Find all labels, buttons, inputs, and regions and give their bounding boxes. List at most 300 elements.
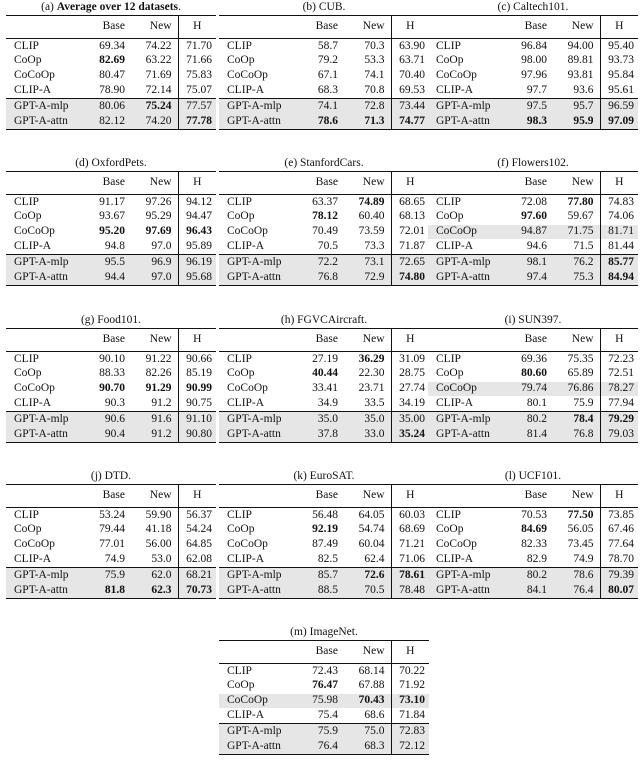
table-row xyxy=(6,396,216,411)
h-cell: 80.07 xyxy=(600,583,638,598)
header-method xyxy=(219,485,297,508)
table-row xyxy=(6,382,216,397)
h-cell: 28.75 xyxy=(391,367,429,382)
new-cell: 65.89 xyxy=(567,367,594,380)
method-cell: CoOp xyxy=(227,523,255,536)
table-caption: (m) ImageNet. xyxy=(290,626,358,638)
table-caption: (e) StanfordCars. xyxy=(284,157,364,169)
table-row xyxy=(428,270,638,285)
table-caption: (g) Food101. xyxy=(80,314,142,326)
new-cell: 23.71 xyxy=(358,382,385,395)
new-cell: 41.18 xyxy=(145,523,172,536)
table-caption: (h) FGVCAircraft. xyxy=(280,314,368,326)
h-cell: 72.65 xyxy=(391,255,429,270)
base-cell: 90.6 xyxy=(84,412,131,427)
new-cell: 91.2 xyxy=(131,427,178,442)
new-cell: 74.89 xyxy=(358,195,385,208)
table-caption: (l) UCF101. xyxy=(504,470,562,482)
header-row xyxy=(428,16,638,39)
new-cell: 78.4 xyxy=(553,412,600,427)
table-row xyxy=(6,523,216,538)
h-cell: 72.23 xyxy=(600,352,638,367)
method-cell: GPT-A-mlp xyxy=(219,255,297,270)
new-cell: 97.0 xyxy=(151,240,172,253)
h-cell: 91.10 xyxy=(178,412,216,427)
table-caption: (b) CUB. xyxy=(302,1,346,13)
new-cell: 75.35 xyxy=(567,352,594,365)
h-cell: 74.83 xyxy=(600,195,638,210)
h-cell: 75.07 xyxy=(178,83,216,98)
new-cell: 59.67 xyxy=(567,210,594,223)
base-cell: 33.41 xyxy=(312,382,338,395)
base-cell: 70.53 xyxy=(521,508,547,521)
header-method xyxy=(219,329,297,352)
h-cell: 77.64 xyxy=(600,538,638,553)
h-cell: 77.57 xyxy=(178,99,216,114)
base-cell: 82.5 xyxy=(317,553,338,566)
method-cell: CoCoOp xyxy=(227,225,268,238)
h-cell: 35.24 xyxy=(391,427,429,442)
h-cell: 71.84 xyxy=(391,708,429,723)
header-new: New xyxy=(553,329,600,352)
method-cell: CLIP xyxy=(14,195,39,208)
table-caption: (f) Flowers102. xyxy=(497,157,569,169)
table-caption: (c) Caltech101. xyxy=(497,1,569,13)
method-cell: CoCoOp xyxy=(436,69,477,82)
table-row xyxy=(219,54,429,69)
method-cell: GPT-A-attn xyxy=(219,270,297,285)
base-cell: 90.10 xyxy=(99,352,125,365)
header-h: H xyxy=(391,172,429,195)
base-cell: 80.06 xyxy=(84,99,131,114)
h-cell: 60.03 xyxy=(391,508,429,523)
table-row xyxy=(428,225,638,240)
header-base: Base xyxy=(297,16,344,39)
header-new: New xyxy=(344,172,391,195)
method-cell: CoCoOp xyxy=(14,69,55,82)
base-cell: 88.5 xyxy=(297,583,344,598)
new-cell: 76.86 xyxy=(553,382,600,397)
h-cell: 72.01 xyxy=(391,225,429,240)
h-cell: 68.21 xyxy=(178,568,216,583)
method-cell: CLIP xyxy=(436,195,461,208)
table-row xyxy=(6,39,216,54)
h-cell: 27.74 xyxy=(391,382,429,397)
table-row xyxy=(6,255,216,270)
method-cell: CLIP-A xyxy=(14,397,52,410)
h-cell: 79.03 xyxy=(600,427,638,442)
base-cell: 67.1 xyxy=(317,69,338,82)
header-row xyxy=(6,329,216,352)
new-cell: 36.29 xyxy=(358,352,385,365)
new-cell: 91.29 xyxy=(145,382,172,395)
base-cell: 85.7 xyxy=(297,568,344,583)
results-table xyxy=(219,171,429,286)
header-base: Base xyxy=(297,329,344,352)
method-cell: GPT-A-attn xyxy=(428,427,506,442)
new-cell: 75.0 xyxy=(344,724,391,739)
header-row xyxy=(6,485,216,508)
header-row xyxy=(219,485,429,508)
method-cell: CLIP-A xyxy=(436,553,474,566)
h-cell: 54.24 xyxy=(178,523,216,538)
results-table xyxy=(428,15,638,130)
h-cell: 96.19 xyxy=(178,255,216,270)
header-row xyxy=(428,485,638,508)
base-cell: 96.84 xyxy=(521,39,547,52)
table-row xyxy=(428,412,638,427)
table-row xyxy=(428,255,638,270)
new-cell: 72.8 xyxy=(344,99,391,114)
h-cell: 56.37 xyxy=(178,508,216,523)
header-row xyxy=(6,16,216,39)
method-cell: CLIP xyxy=(14,508,39,521)
base-cell: 69.34 xyxy=(99,39,125,52)
h-cell: 85.77 xyxy=(600,255,638,270)
table-row xyxy=(6,412,216,427)
header-base: Base xyxy=(506,172,553,195)
method-cell: GPT-A-attn xyxy=(219,427,297,442)
new-cell: 73.59 xyxy=(358,225,385,238)
h-cell: 94.12 xyxy=(178,195,216,210)
h-cell: 72.51 xyxy=(600,367,638,382)
table-block xyxy=(219,0,429,130)
base-cell: 35.0 xyxy=(297,412,344,427)
method-cell: CLIP xyxy=(227,195,252,208)
method-cell: CLIP xyxy=(14,39,39,52)
method-cell: GPT-A-mlp xyxy=(428,568,506,583)
h-cell: 95.61 xyxy=(600,83,638,98)
new-cell: 89.81 xyxy=(567,54,594,67)
h-cell: 70.73 xyxy=(178,583,216,598)
method-cell: CoOp xyxy=(436,523,464,536)
base-cell: 87.49 xyxy=(312,538,338,551)
h-cell: 77.78 xyxy=(178,114,216,129)
new-cell: 74.9 xyxy=(573,553,594,566)
table-row xyxy=(6,552,216,567)
base-cell: 75.4 xyxy=(317,709,338,722)
h-cell: 63.90 xyxy=(391,39,429,54)
new-cell: 71.5 xyxy=(573,240,594,253)
new-cell: 74.22 xyxy=(145,39,172,52)
h-cell: 74.77 xyxy=(391,114,429,129)
h-cell: 77.94 xyxy=(600,396,638,411)
caption-prefix: (a) xyxy=(41,1,54,13)
table-row xyxy=(6,270,216,285)
table-row xyxy=(219,210,429,225)
h-cell: 84.94 xyxy=(600,270,638,285)
method-cell: CLIP-A xyxy=(227,240,265,253)
new-cell: 62.3 xyxy=(131,583,178,598)
method-cell: GPT-A-attn xyxy=(428,583,506,598)
header-h: H xyxy=(391,485,429,508)
table-block xyxy=(219,625,429,755)
base-cell: 80.60 xyxy=(521,367,547,380)
table-row xyxy=(428,239,638,254)
new-cell: 95.29 xyxy=(145,210,172,223)
base-cell: 80.47 xyxy=(99,69,125,82)
table-block xyxy=(6,0,216,130)
new-cell: 93.81 xyxy=(567,69,594,82)
base-cell: 78.90 xyxy=(99,84,125,97)
table-row xyxy=(6,239,216,254)
new-cell: 70.5 xyxy=(344,583,391,598)
method-cell: GPT-A-attn xyxy=(428,270,506,285)
method-cell: GPT-A-attn xyxy=(6,114,84,129)
new-cell: 71.3 xyxy=(344,114,391,129)
table-row xyxy=(6,568,216,583)
base-cell: 34.9 xyxy=(317,397,338,410)
base-cell: 94.6 xyxy=(526,240,547,253)
header-row xyxy=(219,641,429,664)
base-cell: 53.24 xyxy=(99,508,125,521)
h-cell: 95.68 xyxy=(178,270,216,285)
new-cell: 53.0 xyxy=(151,553,172,566)
method-cell: CoCoOp xyxy=(227,69,268,82)
base-cell: 84.69 xyxy=(521,523,547,536)
h-cell: 64.85 xyxy=(178,538,216,553)
method-cell: CoOp xyxy=(227,210,255,223)
table-row xyxy=(219,239,429,254)
table-row xyxy=(219,69,429,84)
results-table xyxy=(428,328,638,443)
caption-bold: Average over 12 datasets xyxy=(56,1,178,13)
base-cell: 68.3 xyxy=(317,84,338,97)
table-row xyxy=(428,552,638,567)
header-new: New xyxy=(344,641,391,664)
h-cell: 62.08 xyxy=(178,552,216,567)
new-cell: 73.45 xyxy=(567,538,594,551)
table-block xyxy=(6,156,216,286)
h-cell: 71.92 xyxy=(391,679,429,694)
base-cell: 82.33 xyxy=(521,538,547,551)
base-cell: 98.00 xyxy=(521,54,547,67)
new-cell: 63.22 xyxy=(145,54,172,67)
header-h: H xyxy=(600,485,638,508)
new-cell: 72.9 xyxy=(344,270,391,285)
new-cell: 94.00 xyxy=(567,39,594,52)
table-row xyxy=(219,270,429,285)
base-cell: 82.69 xyxy=(99,54,125,67)
h-cell: 78.27 xyxy=(600,382,638,397)
new-cell: 93.6 xyxy=(573,84,594,97)
base-cell: 80.2 xyxy=(506,412,553,427)
new-cell: 76.4 xyxy=(553,583,600,598)
method-cell: CLIP-A xyxy=(436,240,474,253)
new-cell: 75.24 xyxy=(131,99,178,114)
h-cell: 31.09 xyxy=(391,352,429,367)
new-cell: 67.88 xyxy=(358,679,385,692)
header-new: New xyxy=(131,16,178,39)
method-cell: GPT-A-mlp xyxy=(428,412,506,427)
base-cell: 97.5 xyxy=(506,99,553,114)
new-cell: 60.40 xyxy=(358,210,385,223)
header-h: H xyxy=(178,16,216,39)
method-cell: GPT-A-attn xyxy=(219,583,297,598)
base-cell: 88.33 xyxy=(99,367,125,380)
h-cell: 97.09 xyxy=(600,114,638,129)
new-cell: 97.0 xyxy=(131,270,178,285)
new-cell: 22.30 xyxy=(358,367,385,380)
table-row xyxy=(219,195,429,210)
base-cell: 90.3 xyxy=(104,397,125,410)
h-cell: 94.47 xyxy=(178,210,216,225)
h-cell: 71.21 xyxy=(391,538,429,553)
h-cell: 68.13 xyxy=(391,210,429,225)
h-cell: 79.39 xyxy=(600,568,638,583)
h-cell: 90.66 xyxy=(178,352,216,367)
base-cell: 80.1 xyxy=(526,397,547,410)
base-cell: 79.2 xyxy=(317,54,338,67)
new-cell: 56.05 xyxy=(567,523,594,536)
method-cell: GPT-A-attn xyxy=(219,739,297,754)
header-new: New xyxy=(131,485,178,508)
header-new: New xyxy=(553,16,600,39)
header-h: H xyxy=(178,172,216,195)
header-row xyxy=(219,172,429,195)
header-base: Base xyxy=(84,16,131,39)
header-base: Base xyxy=(297,641,344,664)
header-method xyxy=(219,641,297,664)
h-cell: 90.99 xyxy=(178,382,216,397)
new-cell: 91.2 xyxy=(151,397,172,410)
new-cell: 77.50 xyxy=(567,508,594,521)
base-cell: 98.3 xyxy=(506,114,553,129)
base-cell: 78.12 xyxy=(312,210,338,223)
table-row xyxy=(219,412,429,427)
h-cell: 75.83 xyxy=(178,69,216,84)
table-row xyxy=(219,83,429,98)
header-row xyxy=(219,16,429,39)
header-h: H xyxy=(600,172,638,195)
h-cell: 71.06 xyxy=(391,552,429,567)
h-cell: 96.59 xyxy=(600,99,638,114)
h-cell: 34.19 xyxy=(391,396,429,411)
new-cell: 62.4 xyxy=(364,553,385,566)
method-cell: CLIP-A xyxy=(436,84,474,97)
base-cell: 97.60 xyxy=(521,210,547,223)
h-cell: 93.73 xyxy=(600,54,638,69)
method-cell: CoOp xyxy=(436,54,464,67)
table-row xyxy=(219,552,429,567)
h-cell: 74.06 xyxy=(600,210,638,225)
table-row xyxy=(219,396,429,411)
method-cell: CoCoOp xyxy=(428,225,506,240)
table-row xyxy=(428,396,638,411)
table-caption: (i) SUN397. xyxy=(504,314,562,326)
method-cell: CoOp xyxy=(436,367,464,380)
table-row xyxy=(428,568,638,583)
method-cell: CoOp xyxy=(14,210,42,223)
new-cell: 71.75 xyxy=(553,225,600,240)
base-cell: 74.9 xyxy=(104,553,125,566)
table-block xyxy=(219,156,429,286)
method-cell: CoCoOp xyxy=(14,225,55,238)
new-cell: 70.43 xyxy=(344,694,391,709)
table-row xyxy=(6,352,216,367)
method-cell: CoCoOp xyxy=(14,382,55,395)
method-cell: CLIP xyxy=(436,508,461,521)
base-cell: 81.8 xyxy=(84,583,131,598)
table-row xyxy=(219,39,429,54)
new-cell: 73.3 xyxy=(364,240,385,253)
h-cell: 67.46 xyxy=(600,523,638,538)
results-table xyxy=(6,484,216,599)
table-block xyxy=(428,156,638,286)
new-cell: 97.69 xyxy=(145,225,172,238)
table-row xyxy=(6,427,216,442)
results-table xyxy=(6,15,216,130)
method-cell: CLIP xyxy=(227,352,252,365)
table-row xyxy=(428,523,638,538)
table-row xyxy=(6,210,216,225)
base-cell: 94.8 xyxy=(104,240,125,253)
header-new: New xyxy=(553,172,600,195)
table-row xyxy=(219,538,429,553)
base-cell: 77.01 xyxy=(99,538,125,551)
method-cell: CLIP-A xyxy=(227,553,265,566)
method-cell: GPT-A-attn xyxy=(6,427,84,442)
results-table xyxy=(219,640,429,755)
base-cell: 81.4 xyxy=(506,427,553,442)
base-cell: 76.4 xyxy=(297,739,344,754)
method-cell: CoCoOp xyxy=(428,382,506,397)
header-row xyxy=(428,329,638,352)
method-cell: CoOp xyxy=(14,54,42,67)
h-cell: 73.85 xyxy=(600,508,638,523)
base-cell: 70.49 xyxy=(312,225,338,238)
table-row xyxy=(6,225,216,240)
table-row xyxy=(219,367,429,382)
h-cell: 71.70 xyxy=(178,39,216,54)
h-cell: 95.40 xyxy=(600,39,638,54)
new-cell: 60.04 xyxy=(358,538,385,551)
base-cell: 70.5 xyxy=(317,240,338,253)
table-row xyxy=(219,708,429,723)
new-cell: 95.7 xyxy=(553,99,600,114)
method-cell: GPT-A-attn xyxy=(428,114,506,129)
base-cell: 93.67 xyxy=(99,210,125,223)
h-cell: 78.61 xyxy=(391,568,429,583)
method-cell: CoOp xyxy=(436,210,464,223)
base-cell: 37.8 xyxy=(297,427,344,442)
base-cell: 72.08 xyxy=(521,195,547,208)
header-row xyxy=(428,172,638,195)
header-new: New xyxy=(344,329,391,352)
base-cell: 94.87 xyxy=(506,225,553,240)
method-cell: CLIP xyxy=(436,39,461,52)
base-cell: 56.48 xyxy=(312,508,338,521)
method-cell: GPT-A-mlp xyxy=(219,724,297,739)
header-method xyxy=(6,172,84,195)
h-cell: 95.89 xyxy=(178,239,216,254)
method-cell: CLIP xyxy=(227,39,252,52)
method-cell: CoCoOp xyxy=(227,382,268,395)
table-row xyxy=(219,679,429,694)
h-cell: 90.80 xyxy=(178,427,216,442)
base-cell: 82.9 xyxy=(526,553,547,566)
table-caption: (d) OxfordPets. xyxy=(75,157,147,169)
results-table xyxy=(428,171,638,286)
h-cell: 72.83 xyxy=(391,724,429,739)
header-base: Base xyxy=(297,485,344,508)
new-cell: 96.9 xyxy=(131,255,178,270)
method-cell: CLIP-A xyxy=(227,397,265,410)
new-cell: 70.8 xyxy=(364,84,385,97)
table-row xyxy=(219,568,429,583)
header-new: New xyxy=(553,485,600,508)
h-cell: 79.29 xyxy=(600,412,638,427)
